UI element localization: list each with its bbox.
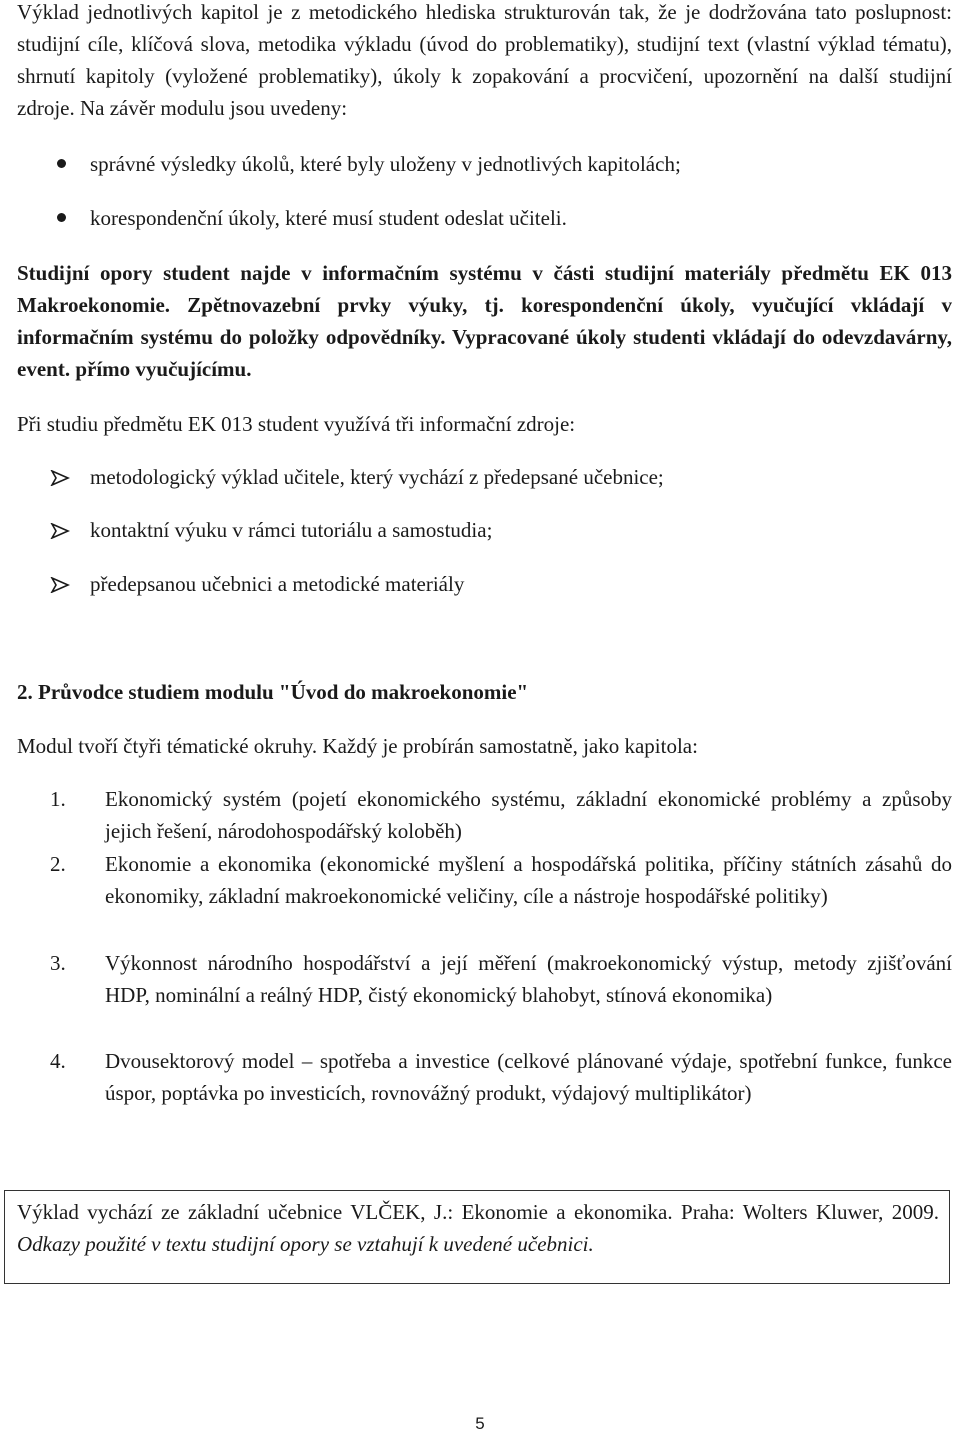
chapter-item: Výkonnost národního hospodářství a její měření (makroekonomický výstup, metody zjišťování HDP, nominální a reálný HDP, čistý ekonomický blahobyt, stínová ekonomika) — [105, 951, 952, 1007]
chapter-number: 3. — [50, 951, 66, 975]
arrowhead-bullet-icon — [50, 470, 70, 486]
bullet-item: správné výsledky úkolů, které byly uloženy v jednotlivých kapitolách; — [90, 152, 681, 176]
source-item: metodologický výklad učitele, který vychází z předepsané učebnice; — [90, 465, 664, 489]
chapter-item: Ekonomický systém (pojetí ekonomického systému, základní ekonomické problémy a způsoby jejich řešení, národohospodářský koloběh) — [105, 787, 952, 843]
chapter-item: Dvousektorový model – spotřeba a investice (celkové plánované výdaje, spotřební funkce, funkce úspor, poptávka po investicích, rovnovážný produkt, výdajový multiplikátor) — [105, 1049, 952, 1105]
bullet-dot-icon — [57, 213, 66, 222]
textbook-note-box — [4, 1190, 950, 1284]
bullet-dot-icon — [57, 159, 66, 168]
textbook-note-italic: Odkazy použité v textu studijní opory se vztahují k uvedené učebnici. — [17, 1232, 594, 1256]
page-number: 5 — [475, 1414, 485, 1433]
intro-paragraph: Výklad jednotlivých kapitol je z metodického hlediska strukturován tak, že je dodržována tato poslupnost: studijní cíle, klíčová slova, metodika výkladu (úvod do problematiky), studijní text (vlastní výklad tématu), shrnutí kapitoly (vyložené problematiky), úkoly k zopakování a procvičení, upozornění na další studijní zdroje. Na závěr modulu jsou uvedeny: — [17, 0, 952, 120]
source-item: kontaktní výuku v rámci tutoriálu a samostudia; — [90, 518, 493, 542]
chapter-number: 4. — [50, 1049, 66, 1073]
sources-intro: Při studiu předmětu EK 013 student využívá tři informační zdroje: — [17, 412, 576, 436]
source-item: předepsanou učebnici a metodické materiály — [90, 572, 465, 596]
chapter-item: Ekonomie a ekonomika (ekonomické myšlení a hospodářská politika, příčiny státních zásahů do ekonomiky, základní makroekonomické veličiny, cíle a nástroje hospodářské politiky) — [105, 852, 952, 908]
arrowhead-bullet-icon — [50, 577, 70, 593]
chapter-number: 1. — [50, 787, 66, 811]
section-intro: Modul tvoří čtyři tématické okruhy. Každý je probírán samostatně, jako kapitola: — [17, 734, 698, 758]
textbook-note — [17, 1196, 939, 1260]
bullet-item: korespondenční úkoly, které musí student odeslat učiteli. — [90, 206, 567, 230]
section-heading: 2. Průvodce studiem modulu "Úvod do makroekonomie" — [17, 680, 529, 704]
chapter-number: 2. — [50, 852, 66, 876]
textbook-reference: Výklad vychází ze základní učebnice VLČEK, J.: Ekonomie a ekonomika. Praha: Wolters Kluwer, 2009. — [17, 1200, 939, 1224]
bold-info-paragraph: Studijní opory student najde v informačním systému v části studijní materiály předmětu EK 013 Makroekonomie. Zpětnovazební prvky výuky, tj. korespondenční úkoly, vyučující vkládají v informačním systému do položky odpovědníky. Vypracované úkoly studenti vkládají do odevzdavárny, event. přímo vyučujícímu. — [17, 261, 952, 381]
arrowhead-bullet-icon — [50, 523, 70, 539]
